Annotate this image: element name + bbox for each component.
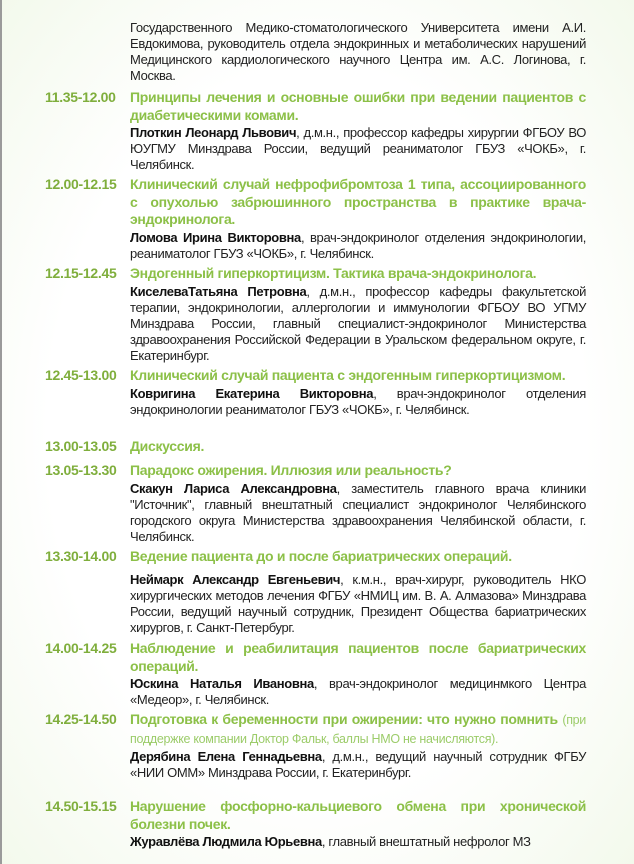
session-speaker xyxy=(130,284,586,364)
speaker-name: Юскина Наталья Ивановна xyxy=(130,676,314,691)
speaker-info: , д.м.н., профессор кафедры хирургии ФГБОУ ВО ЮУГМУ Минздрава России, ведущий реаниматолог ГБУЗ «ЧОКБ», г. Челябинск. xyxy=(130,125,586,172)
session-speaker xyxy=(130,834,586,850)
session-title xyxy=(130,438,586,456)
session-title-text: Принципы лечения и основные ошибки при ведении пациентов с диабетическими комами. xyxy=(130,89,586,123)
speaker-name: КиселеваТатьяна Петровна xyxy=(130,283,307,299)
session-title xyxy=(130,176,586,229)
speaker-name: Плоткин Леонард Львович xyxy=(130,125,297,140)
session-time: 12.45-13.00 xyxy=(45,367,117,383)
session-time: 13.00-13.05 xyxy=(45,438,117,454)
speaker-name: Неймарк Александр Евгеньевич xyxy=(130,571,341,587)
session-title-text: Клинический случай нефрофибромтоза 1 типа, ассоциированного с опухолью забрюшинного пространства в практике врача-эндокринолога. xyxy=(130,176,586,227)
session-title xyxy=(130,462,586,480)
session-note: (при поддержке компании Доктор Фальк, баллы НМО не начисляются). xyxy=(130,713,586,746)
speaker-info: , врач-эндокринолог медицинмкого Центра «Медеор», г. Челябинск. xyxy=(130,676,587,707)
speaker-info: , д.м.н., ведущий научный сотрудник ФГБУ «НИИ ОММ» Минздрава России, г. Екатеринбург. xyxy=(130,749,586,780)
session-time: 11.35-12.00 xyxy=(45,89,116,105)
speaker-name: Ковригина Екатерина Викторовна xyxy=(130,385,374,401)
session-title xyxy=(130,548,586,566)
session-speaker xyxy=(130,481,586,545)
session-title-text: Нарушение фосфорно-кальциевого обмена при хронической болезни почек. xyxy=(130,798,586,832)
speaker-info: , врач-эндокринолог отделения эндокринологии реаниматолог ГБУЗ «ЧОКБ», г. Челябинск. xyxy=(130,385,587,417)
session-speaker xyxy=(130,230,586,262)
session-title-text: Подготовка к беременности при ожирении: что нужно помнить xyxy=(130,711,558,727)
speaker-name: Журавлёва Людмила Юрьевна xyxy=(130,834,322,849)
session-time: 12.15-12.45 xyxy=(45,265,117,281)
session-title-text: Парадокс ожирения. Иллюзия или реальность? xyxy=(130,462,452,478)
session-time: 14.00-14.25 xyxy=(45,640,117,656)
session-title-text: Эндогенный гиперкортицизм. Тактика врача-эндокринолога. xyxy=(130,265,537,281)
page-border xyxy=(0,0,2,864)
session-title xyxy=(130,640,586,675)
session-title-text: Дискуссия. xyxy=(130,438,205,454)
session-title xyxy=(130,367,586,385)
speaker-name: Скакун Лариса Александровна xyxy=(130,480,337,496)
session-title xyxy=(130,711,586,748)
session-time: 13.30-14.00 xyxy=(45,548,117,564)
session-time: 14.50-15.15 xyxy=(45,798,117,814)
speaker-info: , заместитель главного врача клиники "Источник", главный внештатный специалист эндокринолог Челябинского городского округа Министерства здравоохранения Челябинской области, г. Челябинск. xyxy=(130,480,586,544)
session-speaker xyxy=(130,125,586,173)
session-title xyxy=(130,89,586,124)
speaker-info: , к.м.н., врач-хирург, руководитель НКО хирургических методов лечения ФГБУ «НМИЦ им. В. А. Алмазова» Минздрава России, ведущий научный сотрудник, Президент Общества бариатрических хирургов, г. Санкт-Петербург. xyxy=(130,571,586,635)
speaker-info: , д.м.н., профессор кафедры факультетской терапии, эндокринологии, аллергологии и иммунологии ФГБОУ ВО УГМУ Минздрава России, главный специалист-эндокринолог Министерства здравоохранения Российской Федерации в Уральском федеральном округе, г. Екатеринбург. xyxy=(130,283,586,363)
session-title-text: Наблюдение и реабилитация пациентов после бариатрических операций. xyxy=(130,640,586,674)
session-time: 13.05-13.30 xyxy=(45,462,117,478)
speaker-name: Дерябина Елена Геннадьевна xyxy=(130,749,322,764)
session-speaker xyxy=(130,749,586,781)
session-title-text: Ведение пациента до и после бариатрических операций. xyxy=(130,548,512,564)
session-speaker xyxy=(130,572,586,636)
speaker-info: , врач-эндокринолог отделения эндокринологии, реаниматолог ГБУЗ «ЧОКБ», г. Челябинск. xyxy=(130,229,586,261)
session-title-text: Клинический случай пациента с эндогенным гиперкортицизмом. xyxy=(130,367,566,383)
intro-text: Государственного Медико-стоматологического Университета имени А.И. Евдокимова, руководитель отдела эндокринных и метаболических нарушений Медицинского кардиологического научного Центра им. А.С. Логинова, г. Москва. xyxy=(130,20,586,83)
speaker-name: Ломова Ирина Викторовна xyxy=(130,229,301,245)
session-speaker xyxy=(130,676,586,708)
session-time: 14.25-14.50 xyxy=(45,711,117,727)
speaker-info: , главный внештатный нефролог МЗ xyxy=(321,834,531,849)
session-title xyxy=(130,798,586,833)
session-title xyxy=(130,265,586,283)
session-speaker xyxy=(130,386,586,418)
session-time: 12.00-12.15 xyxy=(45,176,117,192)
